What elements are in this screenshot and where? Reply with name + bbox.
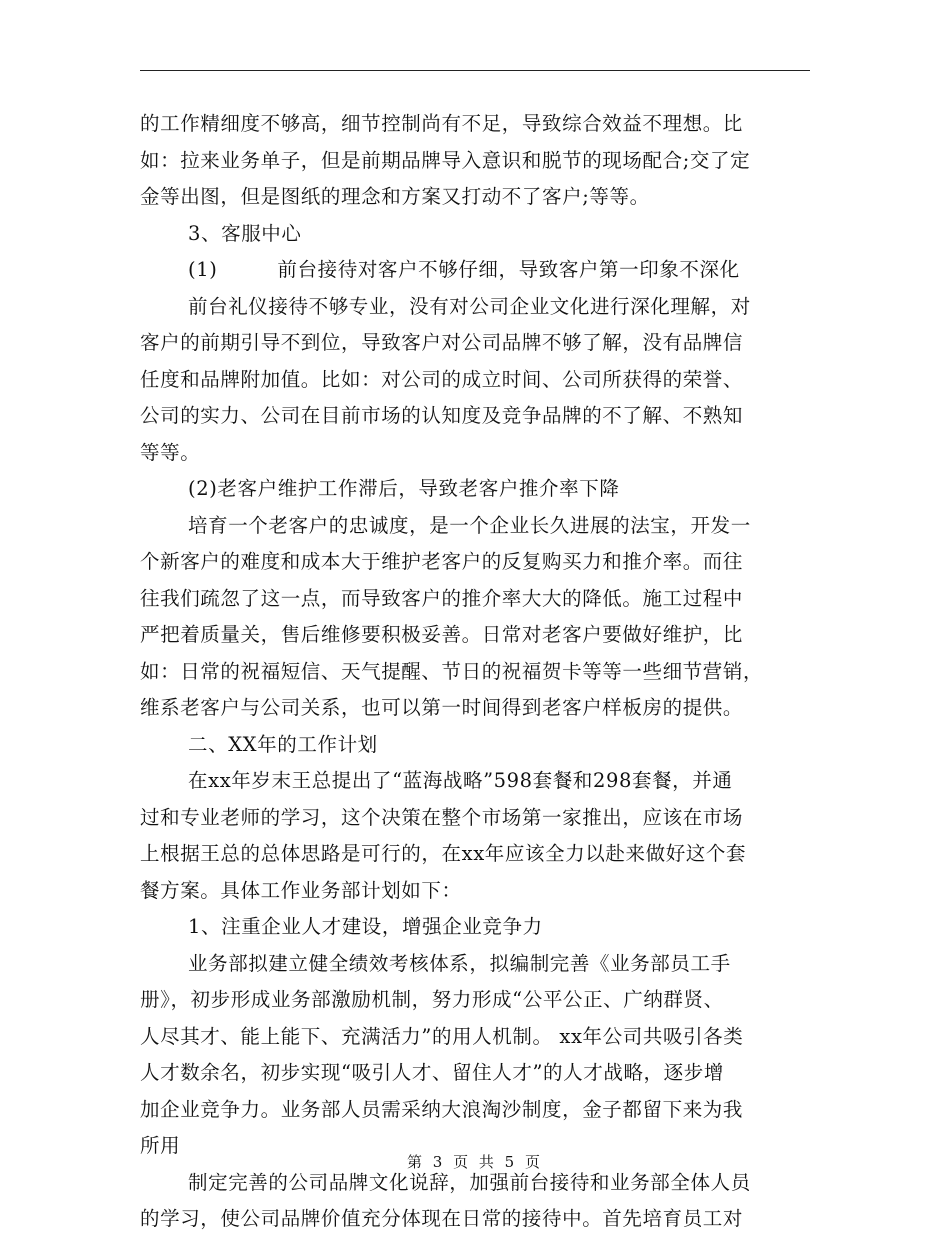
section-heading: 3、客服中心 (188, 221, 302, 245)
text-line: 往我们疏忽了这一点，而导致客户的推介率大大的降低。施工过程中 (140, 586, 744, 610)
text-line: 公司的实力、公司在目前市场的认知度及竞争品牌的不了解、不熟知 (140, 404, 744, 427)
section-heading: 二、XX年的工作计划 (188, 732, 378, 756)
text-line: 严把着质量关，售后维修要积极妥善。日常对老客户要做好维护，比 (140, 623, 744, 646)
text-line: 任度和品牌附加值。比如：对公司的成立时间、公司所获得的荣誉、 (140, 367, 744, 391)
text-line: 培育一个老客户的忠诚度，是一个企业长久进展的法宝，开发一 (188, 513, 751, 537)
text-line: 餐方案。具体工作业务部计划如下： (140, 878, 462, 902)
text-line: 所用 (140, 1134, 181, 1157)
text-line: 维系老客户与公司关系，也可以第一时间得到老客户样板房的提供。 (140, 696, 744, 719)
text-line: 业务部拟建立健全绩效考核体系，拟编制完善《业务部员工手 (188, 951, 731, 975)
subsection-heading: (2)老客户维护工作滞后，导致老客户推介率下降 (188, 477, 620, 500)
page-footer: 第 3 页 共 5 页 (407, 1153, 543, 1171)
text-line: 制定完善的公司品牌文化说辞，加强前台接待和业务部全体人员 (188, 1170, 751, 1194)
text-line: 过和专业老师的学习，这个决策在整个市场第一家推出，应该在市场 (140, 805, 744, 829)
text-line: 的学习，使公司品牌价值充分体现在日常的接待中。首先培育员工对 (140, 1207, 744, 1230)
item-number: (1) (188, 258, 218, 281)
text-line: 的工作精细度不够高，细节控制尚有不足，导致综合效益不理想。比 (140, 112, 744, 135)
text-line: 上根据王总的总体思路是可行的，在xx年应该全力以赴来做好这个套 (140, 842, 747, 865)
text-line: 在xx年岁末王总提出了“蓝海战略”598套餐和298套餐，并通 (188, 769, 733, 792)
text-line: 个新客户的难度和成本大于维护老客户的反复购买力和推介率。而往 (140, 550, 744, 573)
text-line: 如：日常的祝福短信、天气提醒、节日的祝福贺卡等等一些细节营销， (140, 659, 764, 683)
subsection-heading (140, 252, 810, 289)
header-rule (140, 70, 810, 71)
text-line: 如：拉来业务单子，但是前期品牌导入意识和脱节的现场配合;交了定 (140, 148, 751, 172)
item-title: 前台接待对客户不够仔细，导致客户第一印象不深化 (277, 258, 740, 281)
text-line: 等等。 (140, 440, 201, 464)
document-body (140, 106, 810, 1238)
text-line: 册》，初步形成业务部激励机制，努力形成“公平公正、广纳群贤、 (140, 988, 724, 1011)
text-line: 人尽其才、能上能下、充满活力”的用人机制。 xx年公司共吸引各类 (140, 1024, 744, 1048)
section-heading: 1、注重企业人才建设，增强企业竞争力 (188, 915, 543, 938)
text-line: 客户的前期引导不到位，导致客户对公司品牌不够了解，没有品牌信 (140, 331, 744, 354)
text-line: 前台礼仪接待不够专业，没有对公司企业文化进行深化理解，对 (188, 294, 751, 318)
text-line: 金等出图，但是图纸的理念和方案又打动不了客户;等等。 (140, 185, 650, 208)
text-line: 加企业竞争力。业务部人员需采纳大浪淘沙制度，金子都留下来为我 (140, 1097, 744, 1121)
text-line: 人才数余名，初步实现“吸引人才、留住人才”的人才战略，逐步增 (140, 1061, 724, 1084)
